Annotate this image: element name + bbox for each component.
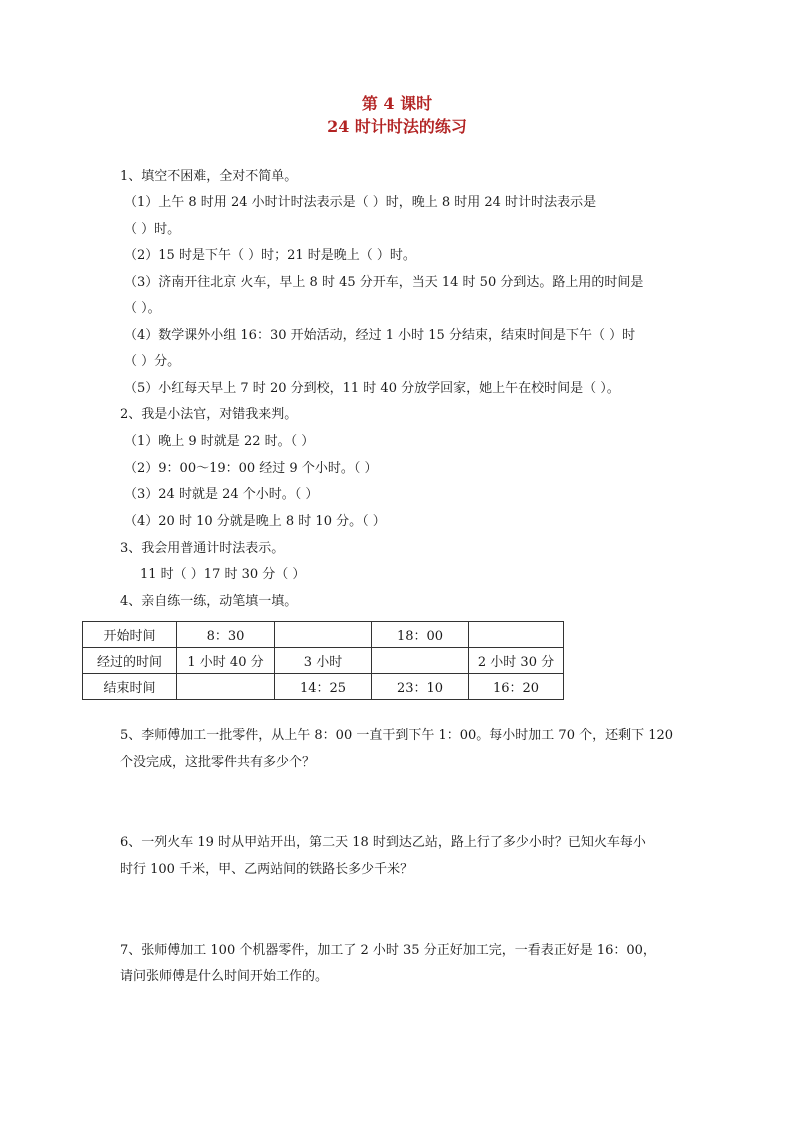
q1-line-8: （5）小红每天早上 7 时 20 分到校，11 时 40 分放学回家，她上午在校时间是（ ）。 (124, 381, 620, 396)
time-table (82, 621, 564, 700)
q6-line-2: 时行 100 千米，甲、乙两站间的铁路长多少千米？ (120, 862, 414, 877)
q5-line-1: 5、李师傅加工一批零件，从上午 8：00 一直干到下午 1：00。每小时加工 70 个，还剩下 120 (120, 728, 674, 743)
table-cell: 18：00 (372, 622, 469, 648)
q7-line-1: 7、张师傅加工 100 个机器零件，加工了 2 小时 35 分正好加工完，一看表正好是 16：00， (120, 943, 656, 958)
lesson-subtitle: 24 时计时法的练习 (327, 117, 467, 136)
table-cell: 8：30 (177, 622, 275, 648)
q5-line-2: 个没完成，这批零件共有多少个？ (120, 755, 316, 770)
q1-line-1: （1）上午 8 时用 24 小时计时法表示是（ ）时，晚上 8 时用 24 时计时法表示是 (124, 195, 597, 210)
q2-line-2: （2）9：00～19：00 经过 9 个小时。（ ） (124, 461, 378, 476)
table-cell: 16：20 (469, 674, 564, 700)
q1-line-3: （2）15 时是下午（ ）时；21 时是晚上（ ）时。 (124, 248, 416, 263)
table-row (83, 674, 564, 700)
table-cell: 2 小时 30 分 (469, 648, 564, 674)
table-row (83, 648, 564, 674)
table-cell (275, 622, 372, 648)
table-cell: 开始时间 (83, 622, 177, 648)
q3-line-1: 11 时（ ）17 时 30 分（ ） (140, 567, 306, 582)
table-cell: 3 小时 (275, 648, 372, 674)
q2-line-1: （1）晚上 9 时就是 22 时。（ ） (124, 434, 315, 449)
q2-heading: 2、我是小法官，对错我来判。 (120, 407, 298, 422)
table-cell: 结束时间 (83, 674, 177, 700)
q1-line-7: （ ）分。 (124, 354, 181, 369)
q3-heading: 3、我会用普通计时法表示。 (120, 541, 285, 556)
table-cell (469, 622, 564, 648)
q2-line-3: （3）24 时就是 24 个小时。（ ） (124, 487, 319, 502)
table-cell: 14：25 (275, 674, 372, 700)
table-cell: 1 小时 40 分 (177, 648, 275, 674)
q7-line-2: 请问张师傅是什么时间开始工作的。 (120, 969, 329, 984)
q6-line-1: 6、一列火车 19 时从甲站开出，第二天 18 时到达乙站，路上行了多少小时？已知火车每小 (120, 835, 646, 850)
table-cell (177, 674, 275, 700)
table-cell: 23：10 (372, 674, 469, 700)
table-cell: 经过的时间 (83, 648, 177, 674)
q1-line-4: （3）济南开往北京 火车，早上 8 时 45 分开车，当天 14 时 50 分到达。路上用的时间是 (124, 275, 644, 290)
table-cell (372, 648, 469, 674)
q1-line-5: （ ）。 (124, 301, 161, 316)
table-row (83, 622, 564, 648)
q2-line-4: （4）20 时 10 分就是晚上 8 时 10 分。（ ） (124, 514, 386, 529)
q1-line-6: （4）数学课外小组 16：30 开始活动，经过 1 小时 15 分结束，结束时间是下午（ ）时 (124, 328, 636, 343)
lesson-title: 第 4 课时 (361, 94, 433, 113)
q1-heading: 1、填空不困难，全对不简单。 (120, 169, 298, 184)
q1-line-2: （ ）时。 (124, 222, 181, 237)
q4-heading: 4、亲自练一练，动笔填一填。 (120, 594, 298, 609)
